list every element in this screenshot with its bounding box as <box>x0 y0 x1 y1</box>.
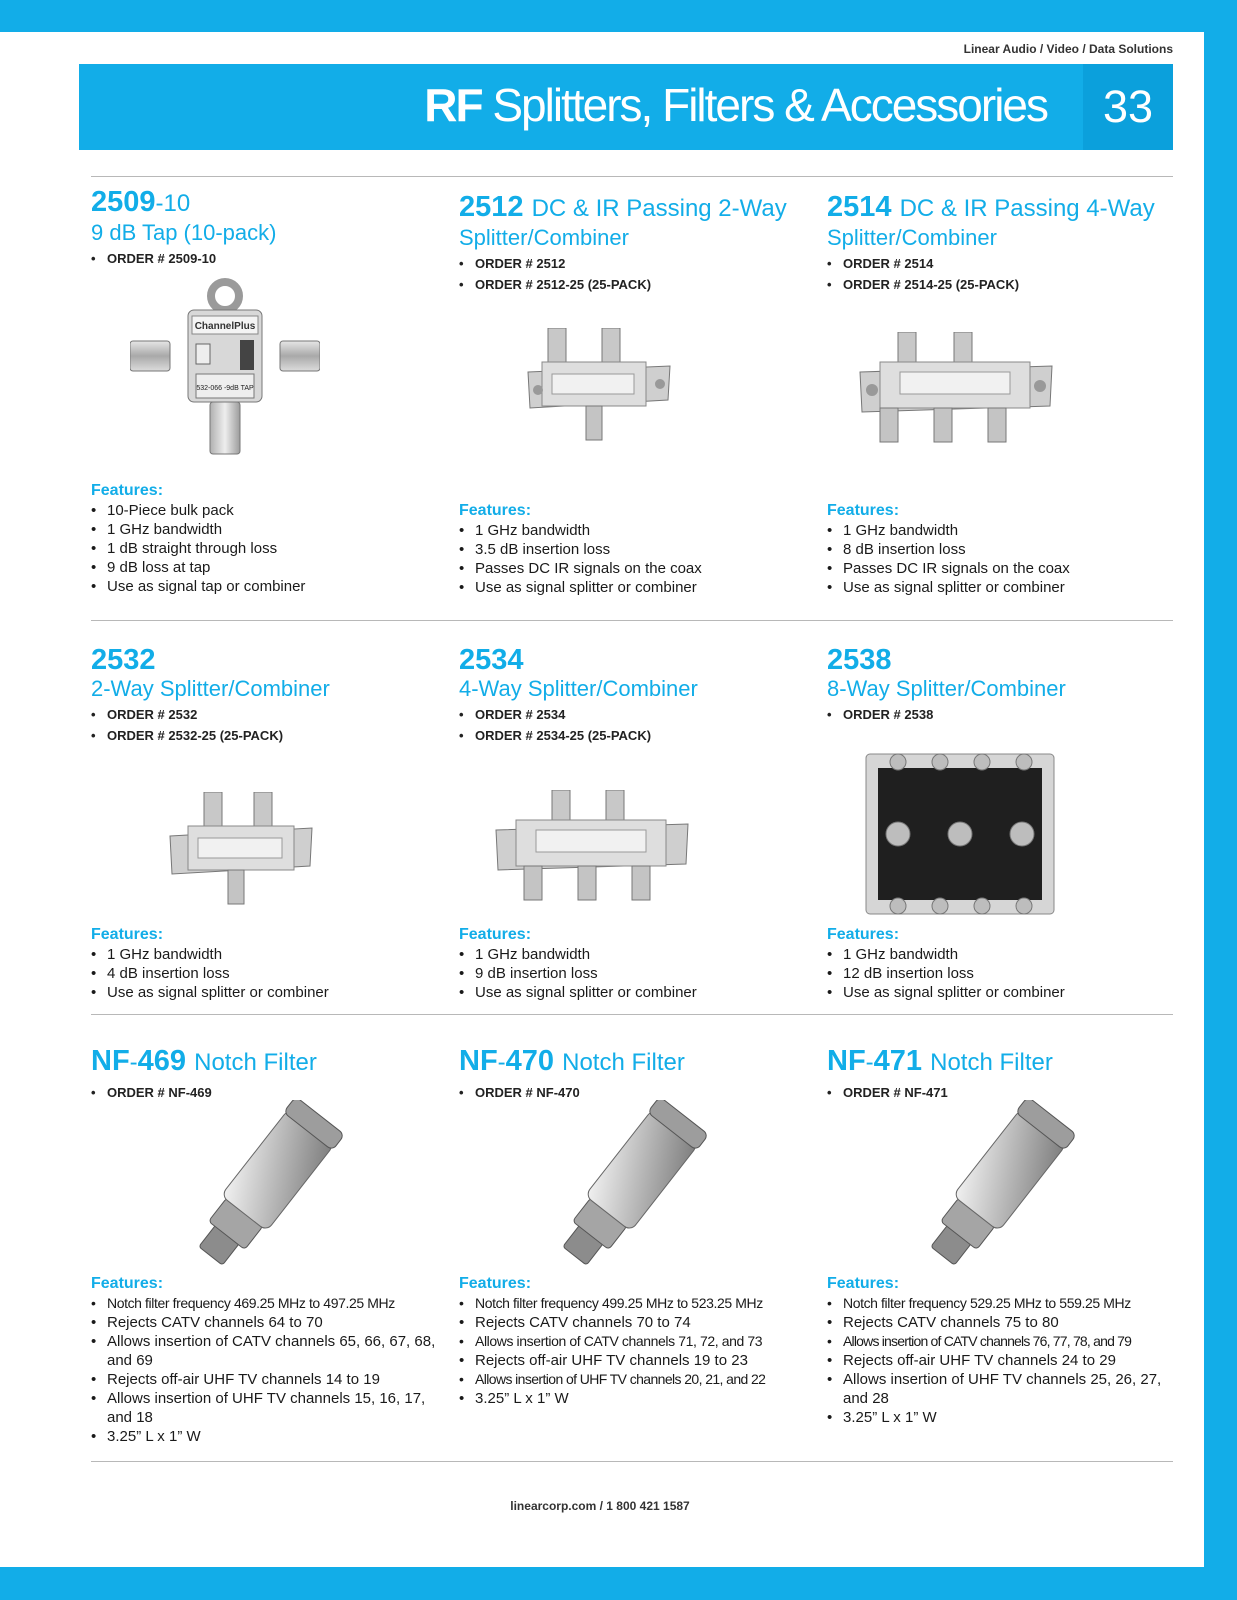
model-number: 469 <box>137 1045 187 1077</box>
feature-item: • Notch filter frequency 529.25 MHz to 559.25 MHz <box>827 1294 1177 1313</box>
features-heading: Features: <box>91 926 164 943</box>
product-nf-470 <box>459 1045 809 1103</box>
8-way-splitter-photo <box>860 750 1060 918</box>
feature-item: • 1 GHz bandwidth <box>827 521 1177 540</box>
feature-item: • Rejects CATV channels 64 to 70 <box>91 1313 441 1332</box>
page-title <box>424 78 1047 132</box>
product-2512 <box>459 191 809 295</box>
order-item: • ORDER # 2532 <box>91 704 441 725</box>
model-description: Notch Filter <box>562 1049 685 1076</box>
right-frame-bar <box>1204 0 1237 1600</box>
features-heading: Features: <box>459 1275 532 1292</box>
model-prefix: NF <box>459 1045 498 1077</box>
product-nf-469 <box>91 1045 441 1103</box>
features-heading: Features: <box>827 926 900 943</box>
order-item: • ORDER # NF-469 <box>91 1082 441 1103</box>
feature-item: • Notch filter frequency 499.25 MHz to 523.25 MHz <box>459 1294 809 1313</box>
product-subtitle: 8-Way Splitter/Combiner <box>827 676 1066 701</box>
feature-item: • Rejects off-air UHF TV channels 24 to 29 <box>827 1351 1177 1370</box>
order-item: • ORDER # 2532-25 (25-PACK) <box>91 725 441 746</box>
feature-item: • Use as signal splitter or combiner <box>827 983 1177 1002</box>
product-number <box>827 644 1177 676</box>
4-way-splitter-photo <box>858 332 1054 452</box>
features-list <box>459 945 809 1002</box>
feature-item: • 9 dB loss at tap <box>91 558 441 577</box>
4-way-splitter-photo <box>494 790 690 910</box>
product-number <box>459 644 809 676</box>
feature-item: • 12 dB insertion loss <box>827 964 1177 983</box>
feature-item: • Allows insertion of CATV channels 65, 66, 67, 68, and 69 <box>91 1332 441 1370</box>
feature-item: • 1 dB straight through loss <box>91 539 441 558</box>
order-list <box>91 704 441 746</box>
feature-item: • 3.25” L x 1” W <box>91 1427 441 1446</box>
product-subtitle: Splitter/Combiner <box>827 225 997 250</box>
row-divider <box>91 620 1173 621</box>
feature-item: • Allows insertion of UHF TV channels 20, 21, and 22 <box>459 1370 809 1389</box>
feature-item: • 1 GHz bandwidth <box>91 520 441 539</box>
row-divider <box>91 176 1173 177</box>
order-list <box>827 704 1177 725</box>
order-item: • ORDER # NF-470 <box>459 1082 809 1103</box>
features-heading: Features: <box>459 502 532 519</box>
product-number <box>91 644 441 676</box>
model-number: 2534 <box>459 644 524 676</box>
product-subtitle: 4-Way Splitter/Combiner <box>459 676 698 701</box>
product-nf-471 <box>827 1045 1177 1103</box>
features-list <box>827 1294 1177 1427</box>
order-list <box>827 253 1177 295</box>
product-2514 <box>827 191 1177 295</box>
features-list <box>91 501 441 596</box>
bottom-frame-bar <box>0 1567 1237 1600</box>
product-2538 <box>827 644 1177 725</box>
feature-item: • Use as signal splitter or combiner <box>827 578 1177 597</box>
feature-item: • 10-Piece bulk pack <box>91 501 441 520</box>
model-dash: - <box>865 1049 874 1076</box>
order-item: • ORDER # 2534-25 (25-PACK) <box>459 725 809 746</box>
model-number: 471 <box>873 1045 923 1077</box>
brand-line: Linear Audio / Video / Data Solutions <box>963 42 1173 56</box>
feature-item: • Rejects off-air UHF TV channels 19 to 23 <box>459 1351 809 1370</box>
photo-label-model: 532-066 -9dB TAP <box>196 385 254 392</box>
page-number: 33 <box>1102 81 1154 132</box>
feature-item: • Use as signal splitter or combiner <box>459 578 809 597</box>
product-number <box>91 1045 441 1079</box>
product-subtitle: 9 dB Tap (10-pack) <box>91 220 277 245</box>
order-item: • ORDER # 2512-25 (25-PACK) <box>459 274 809 295</box>
feature-item: • 3.5 dB insertion loss <box>459 540 809 559</box>
features-list <box>827 945 1177 1002</box>
feature-item: • Rejects off-air UHF TV channels 14 to 19 <box>91 1370 441 1389</box>
page-title-bold: RF <box>424 79 482 131</box>
feature-item: • 1 GHz bandwidth <box>91 945 441 964</box>
feature-item: • Use as signal splitter or combiner <box>459 983 809 1002</box>
top-frame-bar <box>0 0 1237 32</box>
page-title-rest: Splitters, Filters & Accessories <box>481 79 1047 131</box>
2-way-splitter-photo <box>168 792 314 914</box>
feature-item: • 8 dB insertion loss <box>827 540 1177 559</box>
order-item: • ORDER # 2514 <box>827 253 1177 274</box>
row-divider <box>91 1014 1173 1015</box>
model-number: 2514 <box>827 191 892 223</box>
product-subtitle: Splitter/Combiner <box>459 225 629 250</box>
feature-item: • Allows insertion of CATV channels 71, 72, and 73 <box>459 1332 809 1351</box>
model-description: Notch Filter <box>194 1049 317 1076</box>
feature-item: • 4 dB insertion loss <box>91 964 441 983</box>
product-2509-10 <box>91 186 441 269</box>
model-description: Notch Filter <box>930 1049 1053 1076</box>
order-item: • ORDER # 2534 <box>459 704 809 725</box>
feature-item: • 1 GHz bandwidth <box>459 521 809 540</box>
feature-item: • 1 GHz bandwidth <box>827 945 1177 964</box>
title-banner <box>79 64 1083 150</box>
product-number <box>459 1045 809 1079</box>
feature-item: • Passes DC IR signals on the coax <box>459 559 809 578</box>
product-number <box>827 1045 1177 1079</box>
order-list <box>459 253 809 295</box>
model-number: 2538 <box>827 644 892 676</box>
model-number: 2532 <box>91 644 156 676</box>
features-heading: Features: <box>91 1275 164 1292</box>
model-description: DC & IR Passing 4-Way <box>899 195 1155 222</box>
features-list <box>91 945 441 1002</box>
product-subtitle: 2-Way Splitter/Combiner <box>91 676 330 701</box>
feature-item: • Notch filter frequency 469.25 MHz to 497.25 MHz <box>91 1294 441 1313</box>
product-2534 <box>459 644 809 746</box>
feature-item: • Use as signal splitter or combiner <box>91 983 441 1002</box>
feature-item: • Rejects CATV channels 75 to 80 <box>827 1313 1177 1332</box>
features-list <box>459 1294 809 1408</box>
features-list <box>459 521 809 597</box>
page-number-box <box>1083 64 1173 150</box>
notch-filter-photo <box>166 1100 366 1270</box>
feature-item: • 9 dB insertion loss <box>459 964 809 983</box>
model-prefix: NF <box>827 1045 866 1077</box>
feature-item: • Passes DC IR signals on the coax <box>827 559 1177 578</box>
features-heading: Features: <box>827 1275 900 1292</box>
product-number <box>827 191 1177 225</box>
model-number: 2509 <box>91 186 156 218</box>
product-number <box>91 186 441 220</box>
model-dash: - <box>497 1049 506 1076</box>
notch-filter-photo <box>898 1100 1098 1270</box>
feature-item: • Allows insertion of CATV channels 76, 77, 78, and 79 <box>827 1332 1177 1351</box>
model-prefix: NF <box>91 1045 130 1077</box>
feature-item: • 1 GHz bandwidth <box>459 945 809 964</box>
feature-item: • Use as signal tap or combiner <box>91 577 441 596</box>
order-item: • ORDER # 2538 <box>827 704 1177 725</box>
feature-item: • 3.25” L x 1” W <box>459 1389 809 1408</box>
2-way-splitter-photo <box>524 328 674 450</box>
feature-item: • Rejects CATV channels 70 to 74 <box>459 1313 809 1332</box>
footer-contact: linearcorp.com / 1 800 421 1587 <box>510 1499 690 1513</box>
features-list <box>91 1294 441 1446</box>
order-item: • ORDER # 2512 <box>459 253 809 274</box>
order-list <box>459 704 809 746</box>
features-heading: Features: <box>91 482 164 499</box>
model-suffix: -10 <box>155 190 191 217</box>
order-item: • ORDER # NF-471 <box>827 1082 1177 1103</box>
row-divider <box>91 1461 1173 1462</box>
model-number: 2512 <box>459 191 524 223</box>
order-item: • ORDER # 2509-10 <box>91 248 441 269</box>
feature-item: • Allows insertion of UHF TV channels 25, 26, 27, and 28 <box>827 1370 1177 1408</box>
photo-label-brand: ChannelPlus <box>194 321 256 332</box>
feature-item: • Allows insertion of UHF TV channels 15, 16, 17, and 18 <box>91 1389 441 1427</box>
features-list <box>827 521 1177 597</box>
order-item: • ORDER # 2514-25 (25-PACK) <box>827 274 1177 295</box>
model-dash: - <box>129 1049 138 1076</box>
features-heading: Features: <box>459 926 532 943</box>
notch-filter-photo <box>530 1100 730 1270</box>
feature-item: • 3.25” L x 1” W <box>827 1408 1177 1427</box>
model-description: DC & IR Passing 2-Way <box>531 195 787 222</box>
product-2532 <box>91 644 441 746</box>
order-list <box>91 248 441 269</box>
features-heading: Features: <box>827 502 900 519</box>
model-number: 470 <box>505 1045 555 1077</box>
tap-product-photo <box>130 278 320 466</box>
product-number <box>459 191 809 225</box>
